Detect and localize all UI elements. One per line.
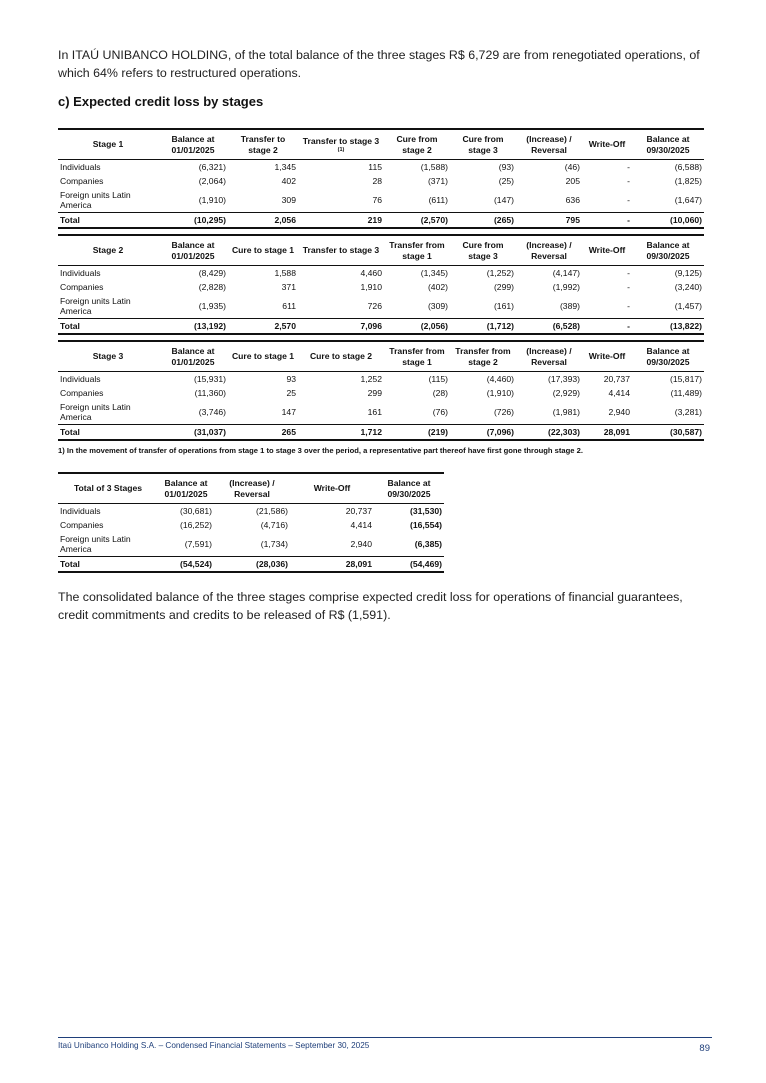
cell: (8,429) bbox=[198, 268, 226, 278]
cell: 219 bbox=[298, 213, 384, 229]
stage2-header-row bbox=[58, 235, 704, 266]
total-row bbox=[58, 319, 704, 335]
stage2-table bbox=[58, 234, 704, 335]
cell: - bbox=[582, 213, 632, 229]
stage3-header: Cure to stage 2 bbox=[298, 341, 384, 372]
cell: 2,940 bbox=[350, 539, 372, 549]
table-row bbox=[58, 294, 704, 319]
cell: (115) bbox=[428, 374, 448, 384]
cell: 636 bbox=[565, 195, 580, 205]
table-row bbox=[58, 188, 704, 213]
cell: 115 bbox=[368, 162, 382, 172]
cell: (1,712) bbox=[450, 319, 516, 335]
cell: 93 bbox=[286, 374, 296, 384]
cell: 4,414 bbox=[350, 520, 372, 530]
total-row bbox=[58, 213, 704, 229]
cell: 1,910 bbox=[360, 282, 382, 292]
cell: (21,586) bbox=[255, 506, 288, 516]
stage1-header: Transfer to stage 2 bbox=[228, 129, 298, 160]
stage3-header: Transfer from stage 1 bbox=[384, 341, 450, 372]
cell: (16,554) bbox=[409, 520, 442, 530]
cell: 161 bbox=[367, 407, 382, 417]
row-label: Companies bbox=[60, 520, 104, 530]
cell: 371 bbox=[281, 282, 296, 292]
table-row bbox=[58, 266, 704, 281]
cell: (389) bbox=[559, 301, 580, 311]
cell: (161) bbox=[493, 301, 514, 311]
row-label: Total bbox=[58, 557, 158, 573]
total3-header: Balance at 01/01/2025 bbox=[158, 473, 214, 504]
cell: 299 bbox=[367, 388, 382, 398]
cell: 28,091 bbox=[582, 425, 632, 441]
cell: (1,825) bbox=[674, 176, 702, 186]
row-label: Foreign units Latin America bbox=[60, 534, 131, 554]
cell: 611 bbox=[282, 301, 296, 311]
closing-paragraph: The consolidated balance of the three stages comprise expected credit loss for operations of financial guarantees, credit commitments and credits to be released of R$ (1,591). bbox=[58, 590, 683, 622]
cell: 402 bbox=[281, 176, 296, 186]
cell: (2,929) bbox=[552, 388, 580, 398]
cell: (1,345) bbox=[420, 268, 448, 278]
footer-divider bbox=[58, 1037, 712, 1038]
footnote: 1) In the movement of transfer of operations from stage 1 to stage 3 over the period, a representative part thereof have first gone through stage 2. bbox=[58, 446, 583, 455]
stage3-header: Balance at 01/01/2025 bbox=[158, 341, 228, 372]
cell: (219) bbox=[384, 425, 450, 441]
cell: (11,360) bbox=[194, 388, 226, 398]
cell: (3,240) bbox=[674, 282, 702, 292]
cell: - bbox=[627, 268, 630, 278]
cell: 1,712 bbox=[298, 425, 384, 441]
cell: (15,817) bbox=[669, 374, 702, 384]
stage2-header: Balance at 09/30/2025 bbox=[632, 235, 704, 266]
cell: 1,588 bbox=[274, 268, 296, 278]
cell: 4,460 bbox=[360, 268, 382, 278]
stage2-header: Stage 2 bbox=[58, 235, 158, 266]
row-label: Total bbox=[58, 213, 158, 229]
row-label: Companies bbox=[60, 176, 104, 186]
stage2-header: Cure to stage 1 bbox=[228, 235, 298, 266]
stage2-header: Transfer from stage 1 bbox=[384, 235, 450, 266]
cell: (611) bbox=[428, 195, 448, 205]
cell: (147) bbox=[493, 195, 514, 205]
total-three-stages-table bbox=[58, 472, 444, 573]
total3-header: Total of 3 Stages bbox=[58, 473, 158, 504]
cell: 205 bbox=[565, 176, 580, 186]
cell: 20,737 bbox=[345, 506, 372, 516]
cell: (371) bbox=[427, 176, 448, 186]
cell: (13,192) bbox=[158, 319, 228, 335]
cell: (2,828) bbox=[198, 282, 226, 292]
cell: (1,588) bbox=[420, 162, 448, 172]
cell: (1,935) bbox=[198, 301, 226, 311]
stage3-header: Write-Off bbox=[582, 341, 632, 372]
cell: (1,457) bbox=[674, 301, 702, 311]
cell: (6,588) bbox=[674, 162, 702, 172]
cell: 76 bbox=[372, 195, 382, 205]
table-row bbox=[58, 518, 444, 532]
cell: 2,570 bbox=[228, 319, 298, 335]
row-label: Individuals bbox=[60, 506, 101, 516]
cell: (28,036) bbox=[214, 557, 290, 573]
cell: (10,295) bbox=[158, 213, 228, 229]
cell: (2,056) bbox=[384, 319, 450, 335]
cell: (11,489) bbox=[670, 388, 702, 398]
cell: - bbox=[627, 176, 630, 186]
cell: (4,147) bbox=[552, 268, 580, 278]
cell: (46) bbox=[564, 162, 580, 172]
total3-header: Write-Off bbox=[290, 473, 374, 504]
cell: 4,414 bbox=[608, 388, 630, 398]
cell: (7,096) bbox=[450, 425, 516, 441]
stage3-header: (Increase) / Reversal bbox=[516, 341, 582, 372]
stage1-table bbox=[58, 128, 704, 229]
table-row bbox=[58, 504, 444, 519]
row-label: Companies bbox=[60, 388, 104, 398]
stage1-header: (Increase) / Reversal bbox=[516, 129, 582, 160]
stage1-header-transfer-stage3 bbox=[298, 129, 384, 160]
total3-header-row bbox=[58, 473, 444, 504]
stage1-header: Balance at 09/30/2025 bbox=[632, 129, 704, 160]
cell: (25) bbox=[498, 176, 514, 186]
cell: (2,064) bbox=[198, 176, 226, 186]
cell: (31,530) bbox=[409, 506, 442, 516]
cell: 28 bbox=[372, 176, 382, 186]
row-label: Individuals bbox=[60, 374, 101, 384]
cell: 795 bbox=[516, 213, 582, 229]
cell: (16,252) bbox=[179, 520, 212, 530]
cell: - bbox=[582, 319, 632, 335]
cell: (30,587) bbox=[632, 425, 704, 441]
row-label: Foreign units Latin America bbox=[60, 402, 131, 422]
cell: (6,528) bbox=[516, 319, 582, 335]
table-row bbox=[58, 372, 704, 387]
stage1-header: Stage 1 bbox=[58, 129, 158, 160]
cell: (726) bbox=[493, 407, 514, 417]
cell: (265) bbox=[450, 213, 516, 229]
table-row bbox=[58, 400, 704, 425]
cell: (7,591) bbox=[184, 539, 212, 549]
stage1-header: Write-Off bbox=[582, 129, 632, 160]
cell: 726 bbox=[367, 301, 382, 311]
cell: (22,303) bbox=[516, 425, 582, 441]
table-row bbox=[58, 386, 704, 400]
cell: (13,822) bbox=[632, 319, 704, 335]
cell: (309) bbox=[427, 301, 448, 311]
cell: (9,125) bbox=[674, 268, 702, 278]
row-label: Individuals bbox=[60, 268, 101, 278]
cell: (1,910) bbox=[486, 388, 514, 398]
cell: (93) bbox=[498, 162, 514, 172]
row-label: Foreign units Latin America bbox=[60, 296, 131, 316]
intro-paragraph: In ITAÚ UNIBANCO HOLDING, of the total balance of the three stages R$ 6,729 are from renegotiated operations, of which 64% refers to restructured operations. bbox=[58, 48, 700, 80]
cell: 25 bbox=[286, 388, 296, 398]
stage3-header: Cure to stage 1 bbox=[228, 341, 298, 372]
cell: (54,524) bbox=[158, 557, 214, 573]
cell: (1,992) bbox=[552, 282, 580, 292]
cell: 20,737 bbox=[603, 374, 630, 384]
cell: 147 bbox=[281, 407, 296, 417]
footnote-marker: (1) bbox=[337, 147, 345, 153]
cell: (4,716) bbox=[260, 520, 288, 530]
cell: 265 bbox=[228, 425, 298, 441]
cell: (17,393) bbox=[547, 374, 580, 384]
cell: - bbox=[627, 282, 630, 292]
cell: - bbox=[627, 301, 630, 311]
cell: - bbox=[627, 195, 630, 205]
table-row bbox=[58, 532, 444, 557]
cell: 1,345 bbox=[274, 162, 296, 172]
stage2-header: Balance at 01/01/2025 bbox=[158, 235, 228, 266]
stage1-header-row bbox=[58, 129, 704, 160]
cell: 7,096 bbox=[298, 319, 384, 335]
stage3-header-row bbox=[58, 341, 704, 372]
stage1-header-label: Transfer to stage 3 bbox=[302, 136, 380, 146]
stage1-header: Balance at 01/01/2025 bbox=[158, 129, 228, 160]
cell: (31,037) bbox=[158, 425, 228, 441]
row-label: Individuals bbox=[60, 162, 101, 172]
row-label: Total bbox=[58, 319, 158, 335]
stage3-header: Transfer from stage 2 bbox=[450, 341, 516, 372]
cell: (1,252) bbox=[486, 268, 514, 278]
cell: (30,681) bbox=[179, 506, 212, 516]
cell: (3,281) bbox=[674, 407, 702, 417]
table-row bbox=[58, 280, 704, 294]
cell: 1,252 bbox=[360, 374, 382, 384]
footer-text: Itaú Unibanco Holding S.A. – Condensed Financial Statements – September 30, 2025 bbox=[58, 1041, 370, 1050]
cell: (15,931) bbox=[193, 374, 226, 384]
row-label: Companies bbox=[60, 282, 104, 292]
total-row bbox=[58, 557, 444, 573]
cell: - bbox=[627, 162, 630, 172]
row-label: Total bbox=[58, 425, 158, 441]
stage3-table bbox=[58, 340, 704, 441]
total-row bbox=[58, 425, 704, 441]
table-row bbox=[58, 160, 704, 175]
cell: 2,056 bbox=[228, 213, 298, 229]
cell: 309 bbox=[281, 195, 296, 205]
row-label: Foreign units Latin America bbox=[60, 190, 131, 210]
cell: (76) bbox=[432, 407, 448, 417]
cell: (10,060) bbox=[632, 213, 704, 229]
cell: (1,647) bbox=[674, 195, 702, 205]
cell: (1,734) bbox=[260, 539, 288, 549]
cell: 2,940 bbox=[608, 407, 630, 417]
cell: (402) bbox=[427, 282, 448, 292]
cell: (4,460) bbox=[486, 374, 514, 384]
stage3-header: Balance at 09/30/2025 bbox=[632, 341, 704, 372]
stage2-header: Transfer to stage 3 bbox=[298, 235, 384, 266]
section-heading: c) Expected credit loss by stages bbox=[58, 94, 264, 109]
cell: (6,385) bbox=[414, 539, 442, 549]
stage3-header: Stage 3 bbox=[58, 341, 158, 372]
stage2-header: Write-Off bbox=[582, 235, 632, 266]
cell: (299) bbox=[493, 282, 514, 292]
stage2-header: Cure from stage 3 bbox=[450, 235, 516, 266]
total3-header: (Increase) / Reversal bbox=[214, 473, 290, 504]
stage1-header: Cure from stage 2 bbox=[384, 129, 450, 160]
cell: (1,910) bbox=[198, 195, 226, 205]
cell: (54,469) bbox=[374, 557, 444, 573]
page-number: 89 bbox=[699, 1043, 710, 1054]
stage1-header: Cure from stage 3 bbox=[450, 129, 516, 160]
cell: (1,981) bbox=[552, 407, 580, 417]
cell: (2,570) bbox=[384, 213, 450, 229]
cell: (28) bbox=[432, 388, 448, 398]
cell: (6,321) bbox=[198, 162, 226, 172]
stage2-header: (Increase) / Reversal bbox=[516, 235, 582, 266]
cell: (3,746) bbox=[198, 407, 226, 417]
cell: 28,091 bbox=[290, 557, 374, 573]
total3-header: Balance at 09/30/2025 bbox=[374, 473, 444, 504]
table-row bbox=[58, 174, 704, 188]
